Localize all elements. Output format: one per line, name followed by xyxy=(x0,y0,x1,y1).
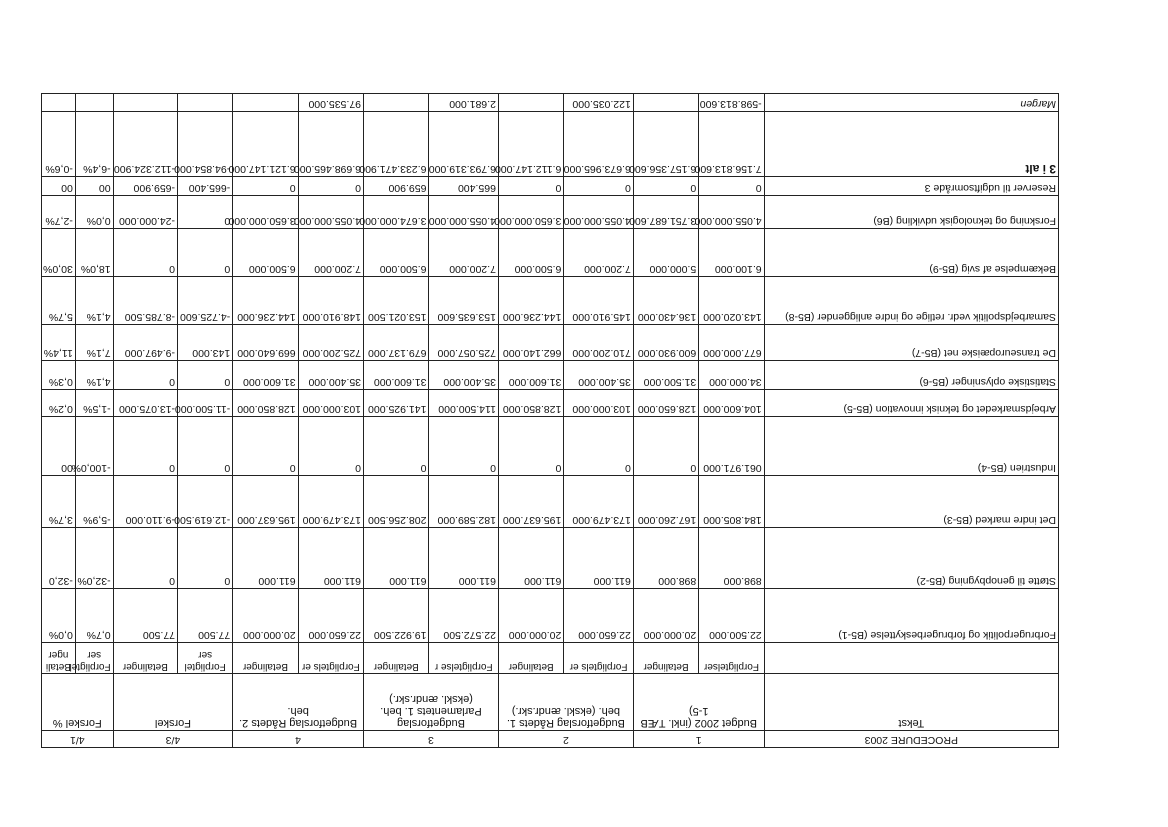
table-cell: 0 xyxy=(699,176,764,195)
table-cell: 0 xyxy=(633,417,698,476)
table-cell: 0 xyxy=(564,176,634,195)
table-cell: -100,0% xyxy=(75,417,113,476)
table-cell: 0 xyxy=(498,176,563,195)
table-cell: 128.650.000 xyxy=(633,390,698,417)
col-number: 1 xyxy=(633,731,764,748)
table-cell: 611.000 xyxy=(429,528,499,589)
col-title: Budget 2002 (inkl. TÆB 1-5) xyxy=(633,673,764,731)
table-cell: 7,1% xyxy=(75,325,113,361)
table-cell: 6.500.000 xyxy=(364,229,429,277)
table-row xyxy=(42,111,1059,176)
col-number: 4 xyxy=(233,731,364,748)
table-cell: -11.500.000 xyxy=(178,390,233,417)
table-cell: 182.589.000 xyxy=(429,475,499,527)
budget-table xyxy=(41,93,1059,748)
col-title-text: Tekst xyxy=(764,673,1058,731)
table-cell: 143.000 xyxy=(178,325,233,361)
margin-cell: -598.813.600 xyxy=(699,94,764,112)
table-cell: 6.673.965.000 xyxy=(564,111,634,176)
table-cell: 0,0% xyxy=(75,195,113,228)
table-cell: 0 xyxy=(113,417,177,476)
table-cell: -94.854.000 xyxy=(178,111,233,176)
sub-title: Forpligtelse r xyxy=(429,643,499,673)
table-cell: 659.900 xyxy=(364,176,429,195)
table-cell: 0 xyxy=(233,176,298,195)
table-cell: 3,7% xyxy=(42,475,76,527)
table-cell: -32,0 xyxy=(42,528,76,589)
row-label: Forbrugerpolitik og forbrugerbeskyttelse (B5-1) xyxy=(764,588,1058,642)
table-cell: 31.600.000 xyxy=(498,360,563,389)
table-cell: 173.479.000 xyxy=(298,475,363,527)
margin-cell xyxy=(113,94,177,112)
table-cell: 11,4% xyxy=(42,325,76,361)
table-cell: 0 xyxy=(178,360,233,389)
table-cell: 725.200.000 xyxy=(298,325,363,361)
table-cell: 144.236.000 xyxy=(233,277,298,325)
table-cell: 00 xyxy=(42,417,76,476)
table-cell: -6,4% xyxy=(75,111,113,176)
table-cell: -13.075.000 xyxy=(113,390,177,417)
table-cell: -9.497.000 xyxy=(113,325,177,361)
table-cell: 0 xyxy=(298,417,363,476)
table-row xyxy=(42,325,1059,361)
table-cell: 208.256.500 xyxy=(364,475,429,527)
table-cell: 665.400 xyxy=(429,176,499,195)
table-cell: 34.000.000 xyxy=(699,360,764,389)
table-row xyxy=(42,360,1059,389)
margin-cell xyxy=(364,94,429,112)
margin-row xyxy=(42,94,1059,112)
table-cell: 22.650.000 xyxy=(564,588,634,642)
table-cell: 6.500.000 xyxy=(233,229,298,277)
margin-cell: 122.035.000 xyxy=(564,94,634,112)
sub-title: Forpligtel ser xyxy=(178,643,233,673)
table-cell: -665.400 xyxy=(178,176,233,195)
procedure-label: PROCEDURE 2003 xyxy=(764,731,1058,748)
table-cell: 3.650.000.000 xyxy=(498,195,563,228)
table-cell: 0,2% xyxy=(42,390,76,417)
table-cell: 141.925.000 xyxy=(364,390,429,417)
table-cell: 0 xyxy=(113,229,177,277)
margin-cell xyxy=(75,94,113,112)
table-cell: 4.055.000.000 xyxy=(429,195,499,228)
table-cell: 31.500.000 xyxy=(633,360,698,389)
table-cell: 128.850.000 xyxy=(233,390,298,417)
sub-title: Forpligtels er xyxy=(564,643,634,673)
table-cell: 77.500 xyxy=(113,588,177,642)
table-cell: 4,1% xyxy=(75,277,113,325)
table-cell: -9.110.000 xyxy=(113,475,177,527)
sub-title: Betalinger xyxy=(364,643,429,673)
table-cell: 31.600.000 xyxy=(364,360,429,389)
table-cell: 0 xyxy=(633,176,698,195)
header-title-row xyxy=(42,673,1059,731)
table-cell: 0 xyxy=(564,417,634,476)
table-cell: 22.500.000 xyxy=(699,588,764,642)
col-title: Budgetforslag Parlamentets 1. beh. (ekskl. ændr.skr.) xyxy=(364,673,499,731)
table-cell: 104.600.000 xyxy=(699,390,764,417)
table-cell: 7.200.000 xyxy=(298,229,363,277)
table-cell: -0,6% xyxy=(42,111,76,176)
table-cell: 898.000 xyxy=(633,528,698,589)
table-cell: 00 xyxy=(42,176,76,195)
table-cell: 145.910.000 xyxy=(564,277,634,325)
table-cell: 30,0% xyxy=(42,229,76,277)
table-cell: 136.430.000 xyxy=(633,277,698,325)
sub-title: Betalinger xyxy=(633,643,698,673)
table-cell: 710.200.000 xyxy=(564,325,634,361)
table-cell: 148.910.000 xyxy=(298,277,363,325)
table-cell: 20.000.000 xyxy=(498,588,563,642)
table-cell: 5,7% xyxy=(42,277,76,325)
table-cell: 4.055.000.000 xyxy=(699,195,764,228)
row-label: Statistiske oplysninger (B5-6) xyxy=(764,360,1058,389)
table-cell: 153.021.500 xyxy=(364,277,429,325)
table-cell: 725.057.000 xyxy=(429,325,499,361)
table-cell: 35.400.000 xyxy=(564,360,634,389)
table-cell: 128.850.000 xyxy=(498,390,563,417)
table-cell: 31.600.000 xyxy=(233,360,298,389)
table-cell: 143.020.000 xyxy=(699,277,764,325)
table-cell: 611.000 xyxy=(564,528,634,589)
table-cell: 19.922.500 xyxy=(364,588,429,642)
empty-cell xyxy=(764,643,1058,673)
table-cell: 679.137.000 xyxy=(364,325,429,361)
table-row xyxy=(42,195,1059,228)
table-cell: -2,7% xyxy=(42,195,76,228)
table-cell: 898.000 xyxy=(699,528,764,589)
table-cell: 7.156.813.600 xyxy=(699,111,764,176)
margin-cell xyxy=(233,94,298,112)
margin-cell: 97.535.000 xyxy=(298,94,363,112)
table-cell: 3.650.000.000 xyxy=(233,195,298,228)
table-cell: 6.698.465.000 xyxy=(298,111,363,176)
table-cell: 611.000 xyxy=(364,528,429,589)
sub-title: Forpligtel ser xyxy=(75,643,113,673)
col-number: 3 xyxy=(364,731,499,748)
table-cell: 677.000.000 xyxy=(699,325,764,361)
col-title: Budgetforslag Rådets 1. beh. (ekskl. ændr.skr.) xyxy=(498,673,633,731)
row-label: Støtte til genopbygning (B5-2) xyxy=(764,528,1058,589)
table-cell: -659.900 xyxy=(113,176,177,195)
table-cell: -12.619.500 xyxy=(178,475,233,527)
col-title: Budgetforslag Rådets 2. beh. xyxy=(233,673,364,731)
margin-label: Margen xyxy=(764,94,1058,112)
margin-cell xyxy=(42,94,76,112)
table-row xyxy=(42,475,1059,527)
table-cell: -8.785.500 xyxy=(113,277,177,325)
table-cell: 20.000.000 xyxy=(233,588,298,642)
sub-title: Betalinger xyxy=(233,643,298,673)
table-cell: 6.100.000 xyxy=(699,229,764,277)
col-number: 4/1 xyxy=(42,731,114,748)
table-row xyxy=(42,229,1059,277)
table-cell: 0 xyxy=(429,417,499,476)
table-row xyxy=(42,588,1059,642)
table-cell: 0 xyxy=(498,417,563,476)
table-cell: 6.112.147.000 xyxy=(498,111,563,176)
table-cell: 35.400.000 xyxy=(429,360,499,389)
table-cell: 173.479.000 xyxy=(564,475,634,527)
table-cell: 0,3% xyxy=(42,360,76,389)
table-cell: 0,0% xyxy=(42,588,76,642)
margin-cell xyxy=(633,94,698,112)
table-cell: -112.324.900 xyxy=(113,111,177,176)
table-cell: 103.000.000 xyxy=(564,390,634,417)
margin-cell xyxy=(498,94,563,112)
table-cell: 4.055.000.000 xyxy=(298,195,363,228)
header-number-row xyxy=(42,731,1059,748)
table-row xyxy=(42,176,1059,195)
row-label: Industrien (B5-4) xyxy=(764,417,1058,476)
table-cell: 0 xyxy=(233,417,298,476)
table-cell: 184.805.000 xyxy=(699,475,764,527)
table-cell: 0,7% xyxy=(75,588,113,642)
table-row xyxy=(42,417,1059,476)
table-body xyxy=(42,111,1059,643)
header-sub-row xyxy=(42,643,1059,673)
table-cell: 0 xyxy=(178,229,233,277)
table-cell: 0 xyxy=(178,417,233,476)
table-row xyxy=(42,528,1059,589)
table-cell: 00 xyxy=(75,176,113,195)
row-label: Det indre marked (B5-3) xyxy=(764,475,1058,527)
table-cell: 061.971.000 xyxy=(699,417,764,476)
table-cell: 611.000 xyxy=(298,528,363,589)
table-cell: 103.000.000 xyxy=(298,390,363,417)
sub-title: Betali nger xyxy=(42,643,76,673)
table-cell: 35.400.000 xyxy=(298,360,363,389)
sub-title: Betalinger xyxy=(113,643,177,673)
table-cell: 6.793.319.000 xyxy=(429,111,499,176)
col-title: Forskel xyxy=(113,673,233,731)
table-cell: 6.121.147.000 xyxy=(233,111,298,176)
table-cell: 6.157.356.600 xyxy=(633,111,698,176)
table-cell: 167.260.000 xyxy=(633,475,698,527)
table-cell: 600.930.000 xyxy=(633,325,698,361)
table-cell: 611.000 xyxy=(233,528,298,589)
table-cell: 611.000 xyxy=(498,528,563,589)
col-number: 4/3 xyxy=(113,731,233,748)
sub-title: Forpligtelser xyxy=(699,643,764,673)
col-number: 2 xyxy=(498,731,633,748)
table-cell: 144.236.000 xyxy=(498,277,563,325)
sub-title: Betalinger xyxy=(498,643,563,673)
table-cell: 195.637.000 xyxy=(233,475,298,527)
table-cell: 18,0% xyxy=(75,229,113,277)
table-cell: 22.650.000 xyxy=(298,588,363,642)
table-cell: 0 xyxy=(113,360,177,389)
row-label: De transeuropæiske net (B5-7) xyxy=(764,325,1058,361)
row-label: Forskning og teknologisk udvikling (B6) xyxy=(764,195,1058,228)
table-cell: 7.200.000 xyxy=(429,229,499,277)
table-cell: 7.200.000 xyxy=(564,229,634,277)
table-cell: 0 xyxy=(178,195,233,228)
table-row xyxy=(42,390,1059,417)
col-title: Forskel % xyxy=(42,673,114,731)
row-label: Samarbejdspolitik vedr. retlige og indre anliggender (B5-8) xyxy=(764,277,1058,325)
table-cell: 114.500.000 xyxy=(429,390,499,417)
table-cell: 3.674.000.000 xyxy=(364,195,429,228)
table-cell: 4.055.000.000 xyxy=(564,195,634,228)
table-cell: 0 xyxy=(364,417,429,476)
table-cell: -32,0% xyxy=(75,528,113,589)
table-cell: 0 xyxy=(113,528,177,589)
table-cell: 20.000.000 xyxy=(633,588,698,642)
table-cell: 22.572.500 xyxy=(429,588,499,642)
table-cell: 662.140.000 xyxy=(498,325,563,361)
table-cell: 6.500.000 xyxy=(498,229,563,277)
table-row xyxy=(42,277,1059,325)
table-cell: 4,1% xyxy=(75,360,113,389)
table-cell: 195.637.000 xyxy=(498,475,563,527)
table-cell: 77.500 xyxy=(178,588,233,642)
table-cell: 0 xyxy=(298,176,363,195)
row-label: Arbejdsmarkedet og teknisk innovation (B5-5) xyxy=(764,390,1058,417)
table-cell: -1,5% xyxy=(75,390,113,417)
margin-cell: 2.681.000 xyxy=(429,94,499,112)
table-cell: -4.725.600 xyxy=(178,277,233,325)
table-cell: 6.233.471.900 xyxy=(364,111,429,176)
table-cell: -24.000.000 xyxy=(113,195,177,228)
row-label: Bekæmpelse af svig (B5-9) xyxy=(764,229,1058,277)
table-cell: 153.635.600 xyxy=(429,277,499,325)
table-cell: 0 xyxy=(178,528,233,589)
table-cell: 669.640.000 xyxy=(233,325,298,361)
table-cell: 3.751.687.600 xyxy=(633,195,698,228)
sub-title: Forpligtels er xyxy=(298,643,363,673)
row-label: 3 i alt xyxy=(764,111,1058,176)
table-cell: 5.000.000 xyxy=(633,229,698,277)
row-label: Reserver til udgiftsområde 3 xyxy=(764,176,1058,195)
table-cell: -5,9% xyxy=(75,475,113,527)
margin-cell xyxy=(178,94,233,112)
